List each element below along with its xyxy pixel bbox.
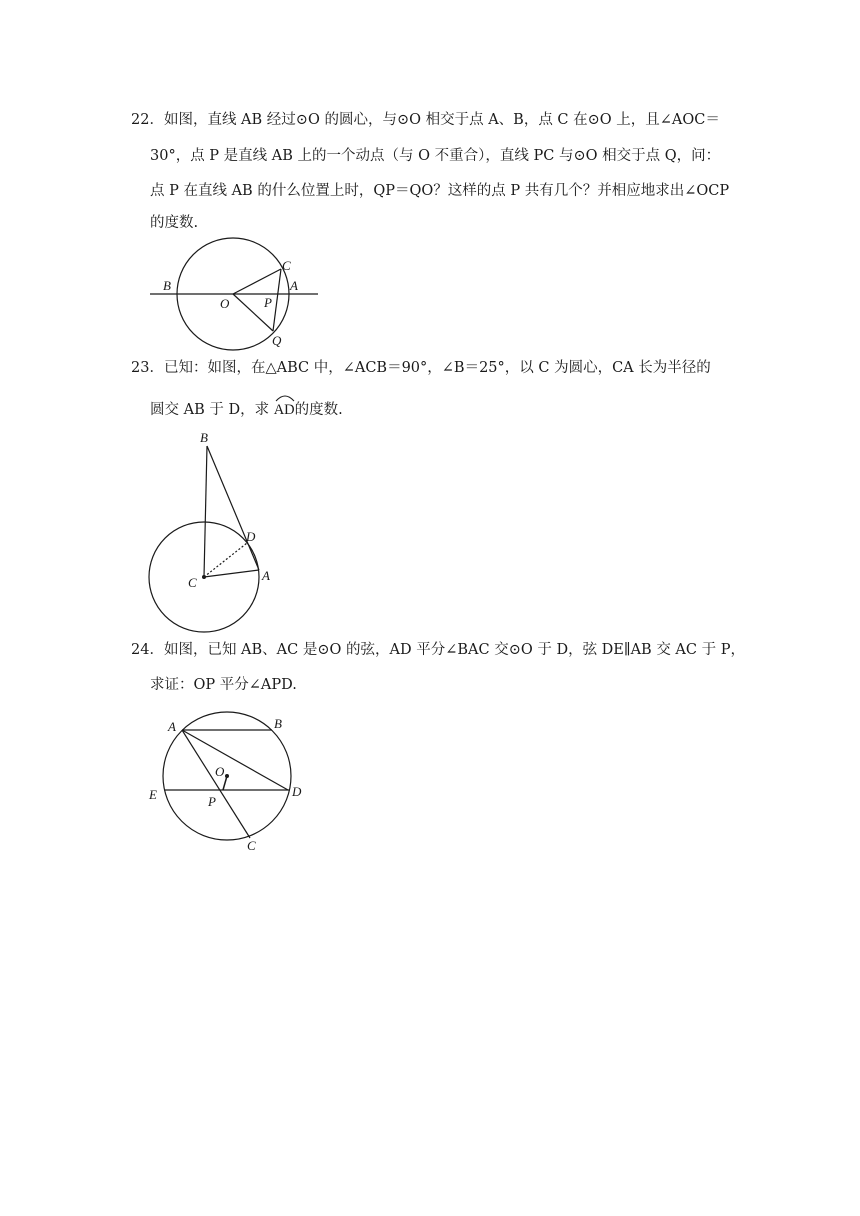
problem-24-line-1: 24．如图，已知 AB、AC 是⊙O 的弦，AD 平分∠BAC 交⊙O 于 D，弦 DE∥AB 交 AC 于 P， [131, 642, 745, 658]
label-p: P [208, 794, 216, 809]
figure-22 [140, 230, 340, 350]
label-a: A [168, 719, 176, 734]
label-c: C [247, 838, 256, 853]
figure-23 [140, 425, 290, 635]
label-d: D [292, 784, 302, 799]
center-c-dot [202, 575, 206, 579]
label-b: B [200, 430, 208, 445]
label-b: B [163, 278, 171, 293]
problem-23-line-1: 23．已知：如图，在△ABC 中，∠ACB＝90°，∠B＝25°，以 C 为圆心，CA 长为半径的 [131, 360, 711, 376]
problem-22-line-3: 点 P 在直线 AB 的什么位置上时，QP＝QO？这样的点 P 共有几个？并相应地求出∠OCP [150, 183, 730, 199]
arc-ad-symbol [274, 400, 295, 420]
problem-22-line-2: 30°，点 P 是直线 AB 上的一个动点（与 O 不重合），直线 PC 与⊙O 相交于点 Q，问： [150, 148, 721, 164]
problem-23-line-2-prefix: 圆交 AB 于 D，求 [150, 402, 274, 418]
arc-overline-icon [274, 392, 296, 402]
label-o: O [215, 764, 225, 779]
label-b: B [274, 716, 282, 731]
figure-24 [140, 705, 320, 860]
segment-ca [204, 570, 259, 577]
segment-cq [273, 269, 281, 331]
chord-ad [182, 730, 288, 790]
problem-23-line-2 [150, 400, 343, 420]
label-c: C [282, 258, 291, 273]
problem-23-line-2-suffix: 的度数. [294, 402, 343, 418]
chord-ac [182, 730, 250, 838]
label-o: O [220, 296, 230, 311]
label-c: C [188, 575, 197, 590]
label-q: Q [272, 333, 282, 348]
label-e: E [149, 787, 157, 802]
label-p: P [264, 295, 272, 310]
problem-22-line-1: 22．如图，直线 AB 经过⊙O 的圆心，与⊙O 相交于点 A、B，点 C 在⊙O 上，且∠AOC＝ [131, 112, 720, 128]
label-a: A [290, 278, 298, 293]
problem-22-line-4: 的度数. [150, 215, 199, 231]
center-o-dot [225, 774, 229, 778]
arc-ad-label: AD [273, 402, 295, 418]
segment-ba [207, 446, 259, 570]
label-a: A [262, 568, 270, 583]
label-d: D [246, 529, 256, 544]
problem-24-line-2: 求证：OP 平分∠APD. [150, 677, 297, 693]
segment-oc [233, 269, 281, 294]
segment-bc [204, 446, 207, 577]
